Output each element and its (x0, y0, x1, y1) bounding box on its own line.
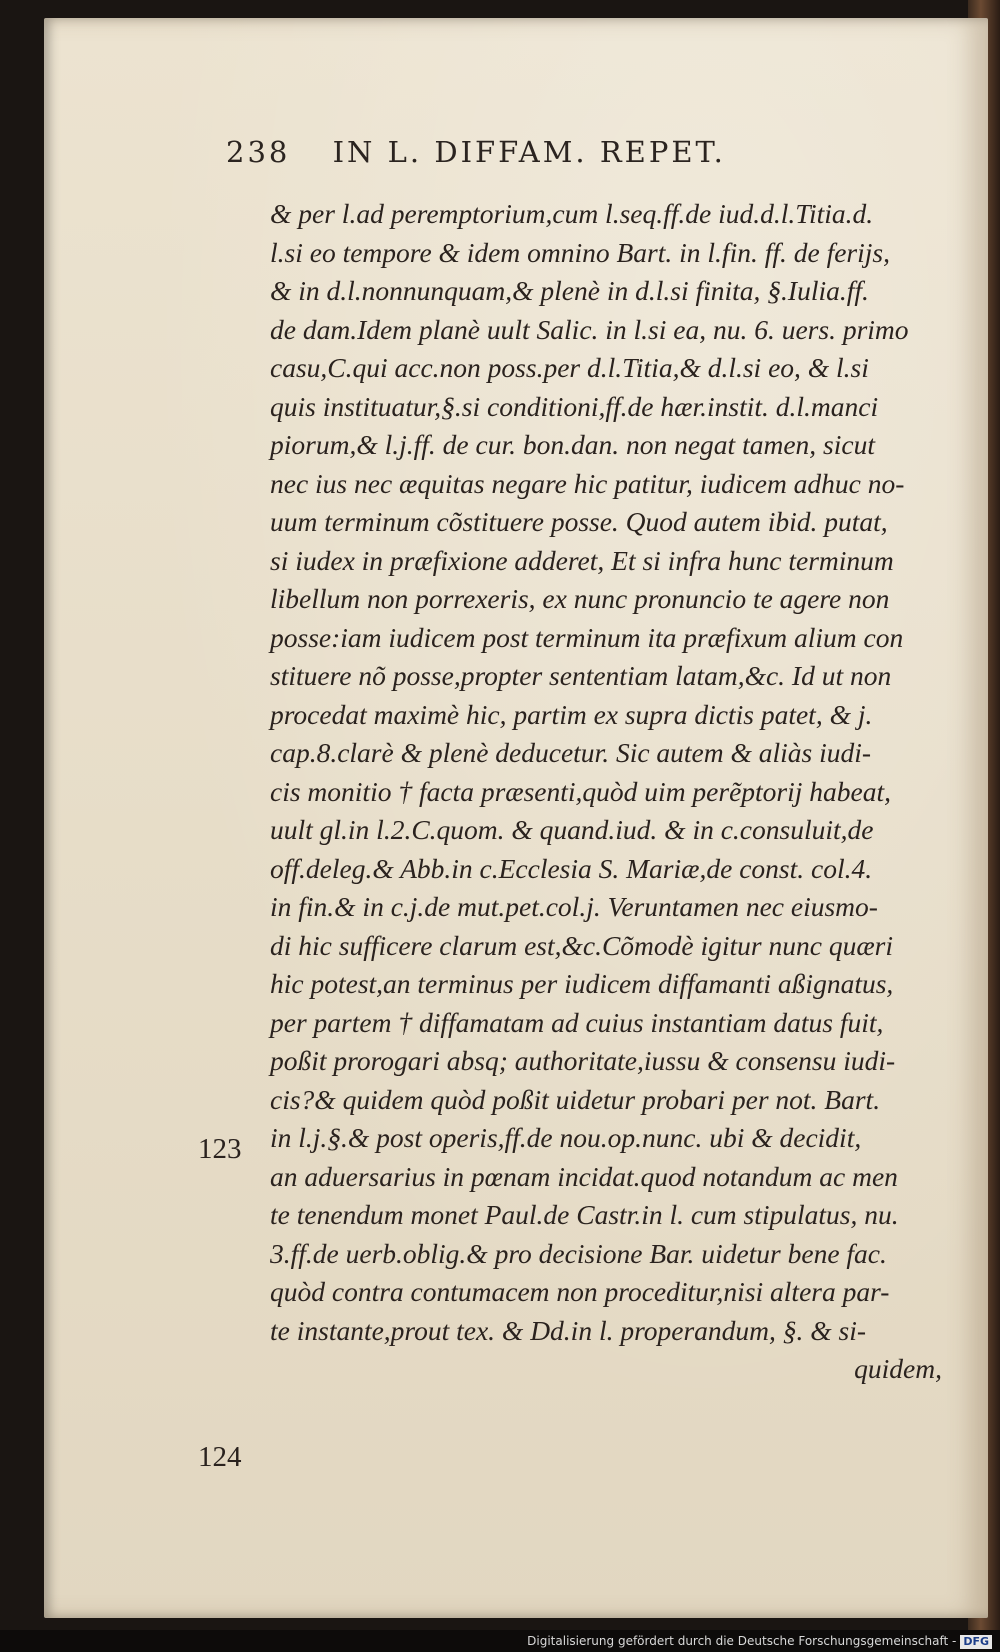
text-line: l.si eo tempore & idem omnino Bart. in l.fin. ff. de ferijs, (270, 236, 890, 268)
text-line: per partem † diffamatam ad cuius instantiam datus fuit, (270, 1006, 884, 1038)
text-line: quòd contra contumacem non proceditur,nisi altera par- (270, 1276, 890, 1307)
dfg-logo: DFG (960, 1635, 992, 1649)
text-line: te instante,prout tex. & Dd.in l. properandum, §. & si- (270, 1314, 867, 1346)
text-line: de dam.Idem planè uult Salic. in l.si ea, nu. 6. uers. primo (270, 313, 909, 345)
catchword: quidem, (854, 1353, 942, 1384)
text-line: posse:iam iudicem post terminum ita præfixum alium con (270, 621, 904, 653)
text-line: stituere nõ posse,propter sententiam latam,&c. Id ut non (270, 660, 892, 691)
text-line: uult gl.in l.2.C.quom. & quand.iud. & in c.consuluit,de (270, 814, 874, 845)
text-line: cap.8.clarè & plenè deducetur. Sic autem & aliàs iudi- (270, 737, 872, 768)
text-line: casu,C.qui acc.non poss.per d.l.Titia,& d.l.si eo, & l.si (270, 352, 869, 383)
text-line: piorum,& l.j.ff. de cur. bon.dan. non negat tamen, sicut (270, 429, 875, 460)
running-title: IN L. DIFFAM. REPET. (332, 135, 726, 169)
text-line: quis instituatur,§.si conditioni,ff.de hær.instit. d.l.manci (270, 390, 879, 422)
running-head (226, 135, 926, 169)
text-line: procedat maximè hic, partim ex supra dictis patet, & j. (270, 698, 873, 730)
text-line: libellum non porrexeris, ex nunc pronuncio te agere non (270, 583, 890, 614)
text-line: cis?& quidem quòd poßit uidetur probari per not. Bart. (270, 1083, 881, 1115)
text-line: si iudex in præfixione adderet, Et si infra hunc terminum (270, 544, 894, 576)
footer-credit (527, 1634, 992, 1649)
credit-text: Digitalisierung gefördert durch die Deutsche Forschungsgemeinschaft - (527, 1634, 957, 1648)
text-line: poßit prorogari absq; authoritate,iussu & consensu iudi- (270, 1045, 896, 1076)
text-line: 3.ff.de uerb.oblig.& pro decisione Bar. uidetur bene fac. (270, 1237, 887, 1269)
text-line: te tenendum monet Paul.de Castr.in l. cum stipulatus, nu. (270, 1199, 899, 1230)
text-line: cis monitio † facta præsenti,quòd uim perẽptorij habeat, (270, 775, 892, 807)
margin-number-124: 124 (198, 1441, 242, 1473)
text-line: & per l.ad peremptorium,cum l.seq.ff.de iud.d.l.Titia.d. (270, 198, 874, 229)
text-line: in fin.& in c.j.de mut.pet.col.j. Veruntamen nec eiusmo- (270, 891, 878, 922)
text-line: off.deleg.& Abb.in c.Ecclesia S. Mariæ,de const. col.4. (270, 852, 873, 884)
text-line: uum terminum cõstituere posse. Quod autem ibid. putat, (270, 506, 888, 537)
text-line: in l.j.§.& post operis,ff.de nou.op.nunc. ubi & decidit, (270, 1122, 862, 1153)
body-text (270, 195, 950, 1389)
page-number: 238 (226, 135, 291, 169)
text-line: nec ius nec æquitas negare hic patitur, iudicem adhuc no- (270, 467, 905, 499)
text-line: an aduersarius in pœnam incidat.quod notandum ac men (270, 1160, 898, 1192)
margin-number-123: 123 (198, 1133, 242, 1165)
text-line: & in d.l.nonnunquam,& plenè in d.l.si finita, §.Iulia.ff. (270, 275, 869, 306)
text-line: hic potest,an terminus per iudicem diffamanti aßignatus, (270, 968, 894, 999)
text-line: di hic sufficere clarum est,&c.Cõmodè igitur nunc quæri (270, 929, 894, 961)
